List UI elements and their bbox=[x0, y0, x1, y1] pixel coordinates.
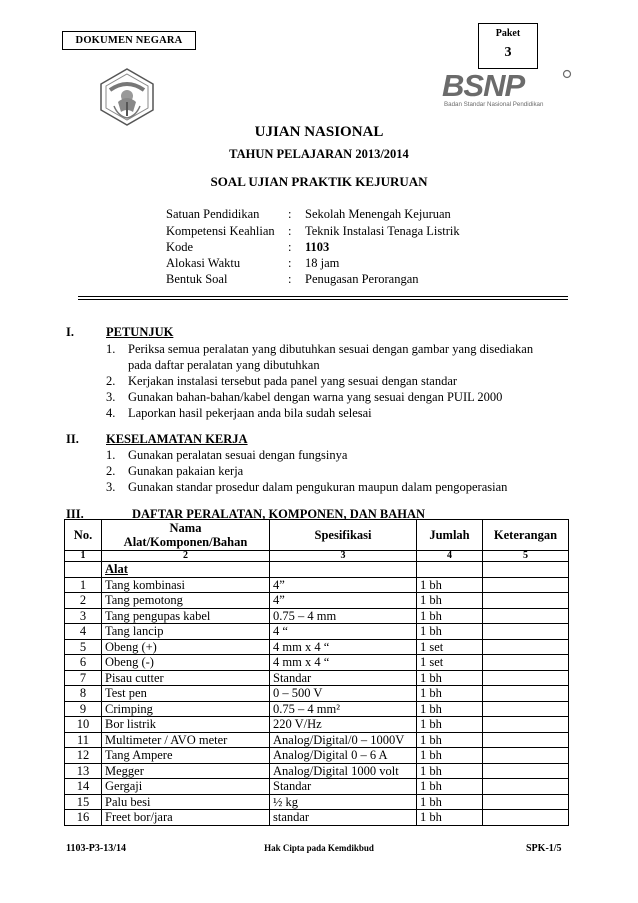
list-item-text-cont: pada daftar peralatan yang dibutuhkan bbox=[128, 358, 320, 372]
section-3-number: III. bbox=[66, 507, 84, 521]
col-number: 1 bbox=[65, 551, 102, 562]
bsnp-logo bbox=[440, 66, 578, 110]
row-keterangan bbox=[483, 686, 569, 702]
table-row bbox=[65, 686, 569, 702]
row-keterangan bbox=[483, 701, 569, 717]
row-jumlah: 1 bh bbox=[417, 670, 483, 686]
col-number: 5 bbox=[483, 551, 569, 562]
list-item-number: 2. bbox=[106, 374, 116, 388]
section-2-title: KESELAMATAN KERJA bbox=[106, 432, 248, 446]
row-jumlah: 1 set bbox=[417, 655, 483, 671]
footer-page: SPK-1/5 bbox=[526, 843, 562, 854]
row-keterangan bbox=[483, 639, 569, 655]
list-item-text: Laporkan hasil pekerjaan anda bila sudah selesai bbox=[128, 406, 372, 420]
table-row bbox=[65, 763, 569, 779]
row-keterangan bbox=[483, 717, 569, 733]
list-item-number: 3. bbox=[106, 480, 116, 494]
row-number: 13 bbox=[65, 763, 102, 779]
group-label: Alat bbox=[102, 562, 270, 578]
row-nama: Bor listrik bbox=[102, 717, 270, 733]
table-row bbox=[65, 608, 569, 624]
col-header-jumlah: Jumlah bbox=[417, 520, 483, 551]
table-header-row bbox=[65, 520, 569, 551]
row-spesifikasi: 4 “ bbox=[270, 624, 417, 640]
row-spesifikasi: 220 V/Hz bbox=[270, 717, 417, 733]
row-number: 11 bbox=[65, 732, 102, 748]
row-spesifikasi: 4 mm x 4 “ bbox=[270, 639, 417, 655]
table-row bbox=[65, 810, 569, 826]
row-nama: Multimeter / AVO meter bbox=[102, 732, 270, 748]
paket-box bbox=[478, 23, 538, 69]
column-number-row bbox=[65, 551, 569, 562]
row-keterangan bbox=[483, 670, 569, 686]
list-item-text: Periksa semua peralatan yang dibutuhkan sesuai dengan gambar yang disediakan bbox=[128, 342, 534, 356]
row-nama: Obeng (-) bbox=[102, 655, 270, 671]
row-nama: Tang pengupas kabel bbox=[102, 608, 270, 624]
paket-label: Paket bbox=[495, 28, 521, 39]
dokumen-negara-label: DOKUMEN NEGARA bbox=[62, 31, 196, 50]
row-keterangan bbox=[483, 593, 569, 609]
separator-line-bottom bbox=[78, 299, 568, 300]
row-nama: Tang Ampere bbox=[102, 748, 270, 764]
list-item-text: Kerjakan instalasi tersebut pada panel yang sesuai dengan standar bbox=[128, 374, 458, 388]
row-keterangan bbox=[483, 748, 569, 764]
table-row bbox=[65, 670, 569, 686]
row-spesifikasi: Standar bbox=[270, 779, 417, 795]
equipment-table bbox=[64, 519, 569, 826]
tut-wuri-handayani-logo bbox=[96, 66, 158, 128]
row-jumlah: 1 bh bbox=[417, 608, 483, 624]
row-keterangan bbox=[483, 655, 569, 671]
section-1-title: PETUNJUK bbox=[106, 325, 174, 339]
row-spesifikasi: Analog/Digital 0 – 6 A bbox=[270, 748, 417, 764]
row-number: 3 bbox=[65, 608, 102, 624]
row-nama: Tang lancip bbox=[102, 624, 270, 640]
row-spesifikasi: ½ kg bbox=[270, 794, 417, 810]
row-nama: Crimping bbox=[102, 701, 270, 717]
row-jumlah: 1 bh bbox=[417, 794, 483, 810]
col-header-no: No. bbox=[65, 520, 102, 551]
list-item-number: 2. bbox=[106, 464, 116, 478]
row-jumlah: 1 bh bbox=[417, 577, 483, 593]
row-jumlah: 1 bh bbox=[417, 748, 483, 764]
row-nama: Obeng (+) bbox=[102, 639, 270, 655]
paket-number: 3 bbox=[504, 45, 512, 60]
row-keterangan bbox=[483, 577, 569, 593]
row-nama: Pisau cutter bbox=[102, 670, 270, 686]
table-row bbox=[65, 794, 569, 810]
row-jumlah: 1 bh bbox=[417, 763, 483, 779]
row-jumlah: 1 bh bbox=[417, 732, 483, 748]
col-number: 3 bbox=[270, 551, 417, 562]
svg-text:BSNP: BSNP bbox=[442, 68, 525, 103]
row-spesifikasi: 4” bbox=[270, 577, 417, 593]
row-spesifikasi: 0.75 – 4 mm bbox=[270, 608, 417, 624]
group-row bbox=[65, 562, 569, 578]
row-jumlah: 1 bh bbox=[417, 686, 483, 702]
svg-text:Badan Standar Nasional Pendidi: Badan Standar Nasional Pendidikan bbox=[444, 101, 544, 108]
row-number: 8 bbox=[65, 686, 102, 702]
list-item-number: 1. bbox=[106, 342, 116, 356]
table-row bbox=[65, 624, 569, 640]
list-item-text: Gunakan standar prosedur dalam pengukuran maupun dalam pengoperasian bbox=[128, 480, 508, 494]
row-number: 12 bbox=[65, 748, 102, 764]
footer-code: 1103-P3-13/14 bbox=[66, 843, 126, 854]
exam-subtitle: SOAL UJIAN PRAKTIK KEJURUAN bbox=[210, 174, 428, 189]
col-header-nama: Nama Alat/Komponen/Bahan bbox=[102, 520, 270, 551]
table-row bbox=[65, 717, 569, 733]
footer-copyright: Hak Cipta pada Kemdikbud bbox=[264, 843, 374, 853]
row-number: 5 bbox=[65, 639, 102, 655]
row-nama: Palu besi bbox=[102, 794, 270, 810]
col-header-spesifikasi: Spesifikasi bbox=[270, 520, 417, 551]
separator-line-top bbox=[78, 296, 568, 297]
table-row bbox=[65, 655, 569, 671]
row-nama: Test pen bbox=[102, 686, 270, 702]
row-number: 10 bbox=[65, 717, 102, 733]
row-keterangan bbox=[483, 732, 569, 748]
row-number: 2 bbox=[65, 593, 102, 609]
row-number: 4 bbox=[65, 624, 102, 640]
row-jumlah: 1 bh bbox=[417, 701, 483, 717]
row-spesifikasi: standar bbox=[270, 810, 417, 826]
list-item-number: 3. bbox=[106, 390, 116, 404]
row-spesifikasi: 0.75 – 4 mm² bbox=[270, 701, 417, 717]
row-jumlah: 1 bh bbox=[417, 717, 483, 733]
row-number: 15 bbox=[65, 794, 102, 810]
row-spesifikasi: 0 – 500 V bbox=[270, 686, 417, 702]
row-keterangan bbox=[483, 608, 569, 624]
row-keterangan bbox=[483, 624, 569, 640]
row-spesifikasi: Analog/Digital/0 – 1000V bbox=[270, 732, 417, 748]
list-item-text: Gunakan pakaian kerja bbox=[128, 464, 244, 478]
list-item-text: Gunakan bahan-bahan/kabel dengan warna yang sesuai dengan PUIL 2000 bbox=[128, 390, 503, 404]
row-keterangan bbox=[483, 794, 569, 810]
table-row bbox=[65, 701, 569, 717]
col-header-keterangan: Keterangan bbox=[483, 520, 569, 551]
row-spesifikasi: Analog/Digital 1000 volt bbox=[270, 763, 417, 779]
section-1-number: I. bbox=[66, 325, 74, 339]
row-jumlah: 1 set bbox=[417, 639, 483, 655]
row-nama: Tang kombinasi bbox=[102, 577, 270, 593]
section-2-number: II. bbox=[66, 432, 79, 446]
exam-title: UJIAN NASIONAL bbox=[254, 124, 384, 140]
academic-year: TAHUN PELAJARAN 2013/2014 bbox=[229, 147, 409, 161]
row-nama: Megger bbox=[102, 763, 270, 779]
row-jumlah: 1 bh bbox=[417, 624, 483, 640]
row-number: 14 bbox=[65, 779, 102, 795]
table-row bbox=[65, 639, 569, 655]
row-keterangan bbox=[483, 779, 569, 795]
row-nama: Gergaji bbox=[102, 779, 270, 795]
row-number: 6 bbox=[65, 655, 102, 671]
table-row bbox=[65, 779, 569, 795]
row-keterangan bbox=[483, 810, 569, 826]
row-number: 9 bbox=[65, 701, 102, 717]
row-number: 1 bbox=[65, 577, 102, 593]
col-number: 2 bbox=[102, 551, 270, 562]
row-spesifikasi: Standar bbox=[270, 670, 417, 686]
table-row bbox=[65, 732, 569, 748]
row-nama: Freet bor/jara bbox=[102, 810, 270, 826]
row-jumlah: 1 bh bbox=[417, 810, 483, 826]
table-row bbox=[65, 577, 569, 593]
row-jumlah: 1 bh bbox=[417, 779, 483, 795]
row-spesifikasi: 4” bbox=[270, 593, 417, 609]
col-number: 4 bbox=[417, 551, 483, 562]
list-item-text: Gunakan peralatan sesuai dengan fungsinya bbox=[128, 448, 348, 462]
row-spesifikasi: 4 mm x 4 “ bbox=[270, 655, 417, 671]
row-keterangan bbox=[483, 763, 569, 779]
table-row bbox=[65, 593, 569, 609]
row-number: 16 bbox=[65, 810, 102, 826]
row-jumlah: 1 bh bbox=[417, 593, 483, 609]
section-3-title: DAFTAR PERALATAN, KOMPONEN, DAN BAHAN bbox=[132, 507, 426, 521]
row-nama: Tang pemotong bbox=[102, 593, 270, 609]
table-row bbox=[65, 748, 569, 764]
list-item-number: 4. bbox=[106, 406, 116, 420]
list-item-number: 1. bbox=[106, 448, 116, 462]
row-number: 7 bbox=[65, 670, 102, 686]
